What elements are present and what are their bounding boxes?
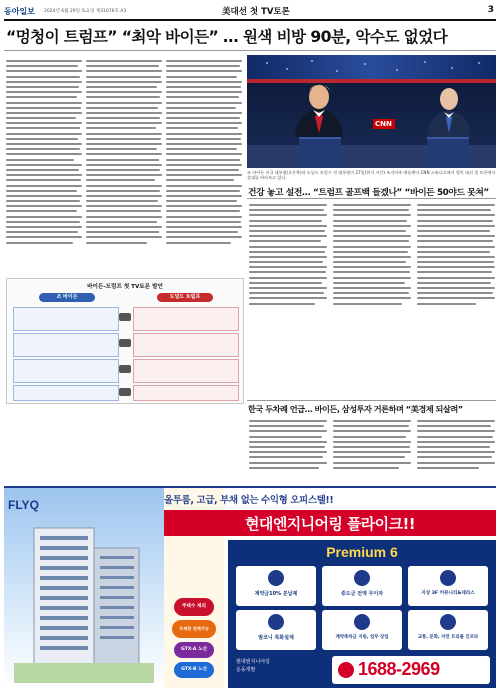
biden-quote-3 xyxy=(13,359,119,383)
company-2: 운동개발 xyxy=(236,667,256,673)
lead-col-1 xyxy=(6,60,82,244)
phone-number[interactable]: 1688-2969 xyxy=(358,659,440,679)
third-rule-top xyxy=(247,400,496,401)
photo-caption: 조 바이든 미국 대통령(오른쪽)과 도널드 트럼프 전 대통령이 27일(현지 시간) 조지아주 애틀랜타 CNN 스튜디오에서 열린 대선 첫 토론에서 상대를 바라보고 있다. xyxy=(247,170,496,181)
feature-card-6 xyxy=(408,610,488,650)
trump-quote-3 xyxy=(133,359,239,383)
phone-icon xyxy=(338,662,354,678)
feature-grid xyxy=(236,566,488,650)
feature-text-1: 계약금10% 분납제 xyxy=(254,591,298,597)
company-logos xyxy=(236,658,326,684)
ad-slogan: 올투룸, 고급, 부채 없는 수익형 오피스텔!! xyxy=(164,495,334,506)
train-icon xyxy=(440,614,456,630)
secondary-rule xyxy=(247,198,496,199)
feature-text-5: 계약축하금 지원, 업무 상업 xyxy=(335,635,389,640)
theme-tag-4 xyxy=(119,388,131,396)
feature-text-2: 중도금 전액 무이자 xyxy=(340,591,384,597)
feature-card-3 xyxy=(408,566,488,606)
feature-card-5 xyxy=(322,610,402,650)
third-col-2 xyxy=(333,420,411,469)
second-col-2 xyxy=(333,204,411,305)
lead-rule xyxy=(4,50,496,51)
ad-left-panel xyxy=(4,488,164,688)
flyq-logo-text: FLYQ xyxy=(8,498,39,512)
debate-photo xyxy=(247,55,496,168)
biden-label: 조 바이든 xyxy=(39,293,95,302)
feature-text-4: 발코니 특화설계 xyxy=(258,635,294,641)
company-1: 현대엔지니어링 xyxy=(236,659,270,665)
masthead-logo: 동아일보 xyxy=(4,7,35,16)
trump-quote-2 xyxy=(133,333,239,357)
flyq-logo xyxy=(8,494,39,513)
biden-quote-2 xyxy=(13,333,119,357)
balcony-icon xyxy=(268,614,284,630)
feature-card-1 xyxy=(236,566,316,606)
building-illustration xyxy=(14,518,154,683)
trump-label: 도널드 트럼프 xyxy=(157,293,213,302)
tree-icon xyxy=(440,570,456,586)
ad-banner xyxy=(164,510,496,536)
feature-text-3: 지상 3F 커뮤니티&테라스 xyxy=(421,591,475,596)
cnn-logo-icon: CNN xyxy=(375,120,392,128)
ad-banner-text: 현대엔지니어링 플라이크!! xyxy=(245,515,415,533)
second-col-3 xyxy=(417,204,495,305)
date-line: 2024년 6월 29일 토요일 제31076호 A3 xyxy=(44,9,127,14)
badge-3: GTX-A 노선 xyxy=(174,642,214,658)
header-rule xyxy=(4,19,496,21)
theme-tag-3 xyxy=(119,365,131,373)
theme-tag-2 xyxy=(119,339,131,347)
gift-icon xyxy=(354,614,370,630)
premium-title: Premium 6 xyxy=(326,544,398,560)
masthead-bar xyxy=(4,4,496,20)
section-title: 美대선 첫 TV토론 xyxy=(222,7,290,17)
feature-text-6: 교통, 문화, 자연 트리플 인프라 xyxy=(417,635,479,640)
badge-1: 주택수 제외 xyxy=(174,598,214,616)
biden-quote-4 xyxy=(13,385,119,401)
secondary-headline: 건강 놓고 설전… “트럼프 골프백 들겠나” “바이든 50야드 못쳐” xyxy=(248,188,489,198)
quote-box-title: 바이든-트럼프 첫 TV토론 발언 xyxy=(87,284,163,290)
third-col-3 xyxy=(417,420,495,469)
page-number: 3 xyxy=(487,5,494,15)
lead-col-2 xyxy=(86,60,162,244)
biden-quote-1 xyxy=(13,307,119,331)
ad-section xyxy=(4,486,496,690)
theme-tag-1 xyxy=(119,313,131,321)
feature-card-2 xyxy=(322,566,402,606)
quote-box xyxy=(6,278,244,404)
badge-4: GTX-B 노선 xyxy=(174,662,214,678)
third-headline: 한국 두차례 언급… 바이든, 삼성투자 거론하며 “美경제 되살려” xyxy=(248,404,463,414)
trump-quote-1 xyxy=(133,307,239,331)
second-col-1 xyxy=(249,204,327,305)
third-col-1 xyxy=(249,420,327,469)
badge-2: 무제한 전매가능 xyxy=(172,620,216,638)
phone-box xyxy=(332,656,490,684)
trump-quote-4 xyxy=(133,385,239,401)
feature-card-4 xyxy=(236,610,316,650)
coin-icon xyxy=(354,570,370,586)
percent-icon xyxy=(268,570,284,586)
lead-headline: “멍청이 트럼프” “최악 바이든” … 원색 비방 90분, 악수도 없었다 xyxy=(6,28,448,46)
ad-info-panel xyxy=(228,540,496,688)
lead-col-3 xyxy=(166,60,242,244)
